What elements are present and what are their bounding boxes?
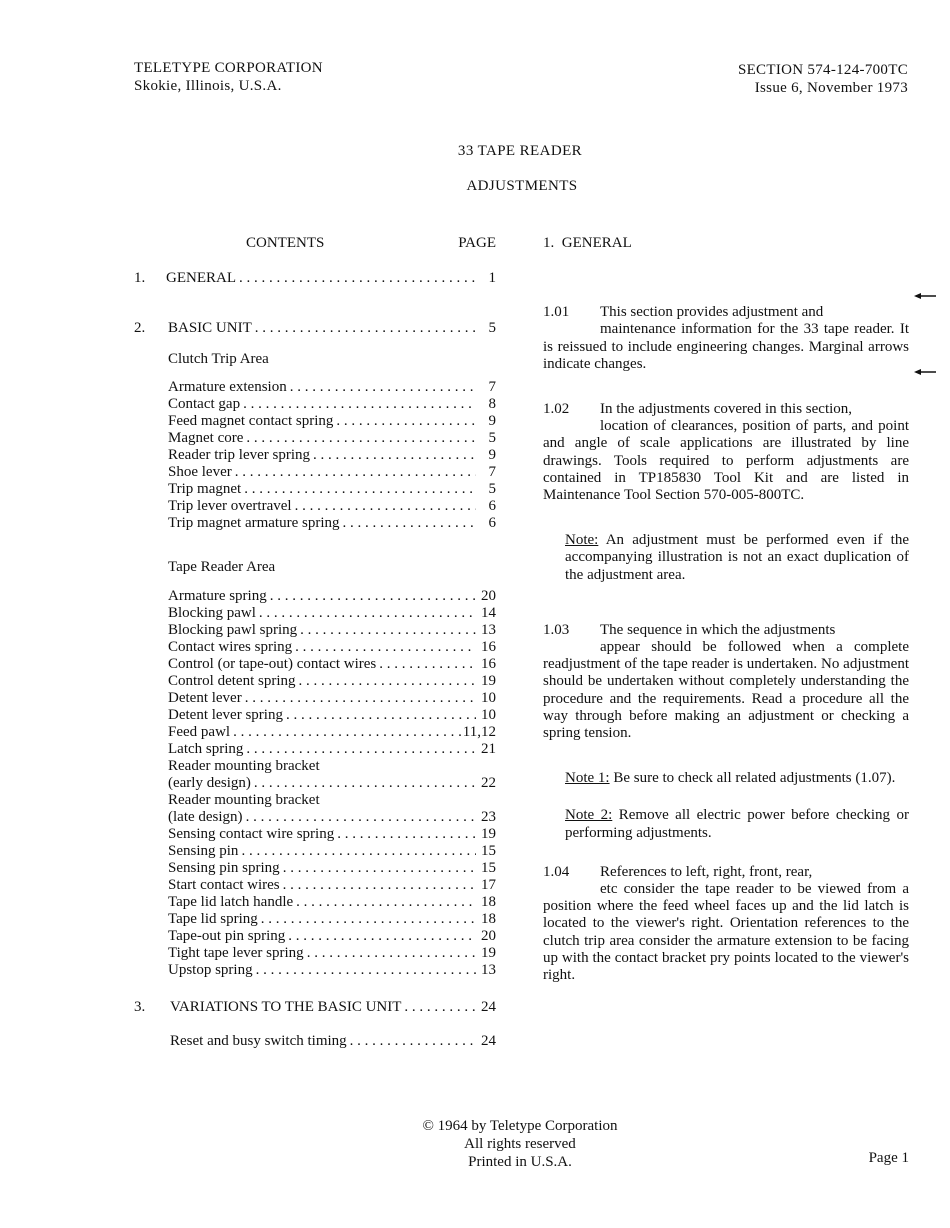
tape-reader-area-list-continued — [168, 826, 496, 979]
toc-item: Tape lid latch handle . . . 18 — [168, 894, 496, 911]
page-number: Page 1 — [868, 1150, 909, 1166]
clutch-trip-area-list — [168, 379, 496, 532]
toc-item: Blocking pawl . . . 14 — [168, 605, 496, 622]
change-arrow-icon — [914, 367, 936, 377]
tape-reader-area-list — [168, 588, 496, 758]
toc-item: Sensing contact wire spring . . . 19 — [168, 826, 496, 843]
toc-item: Detent lever . . . 10 — [168, 690, 496, 707]
toc-reset: Reset and busy switch timing . . . 24 — [134, 1033, 496, 1050]
toc-item: Armature spring . . . 20 — [168, 588, 496, 605]
toc-variations: 3. VARIATIONS TO THE BASIC UNIT . . . 24 — [134, 999, 496, 1016]
general-section — [543, 235, 909, 984]
toc-item: Tight tape lever spring . . . 19 — [168, 945, 496, 962]
footer — [0, 1117, 950, 1171]
toc-item: Control detent spring . . . 19 — [168, 673, 496, 690]
paragraph-1-02: 1.02 In the adjustments covered in this section, location of clearances, position of parts, and point and angle of scale applications are illustrated by line drawings. Tools required to perform adjustments are contained in TP185830 Tool Kit and are listed in Maintenance Tool Section 570-005-800TC. — [543, 401, 909, 504]
toc-item: Feed pawl . . . 11,12 — [168, 724, 496, 741]
toc-basic-unit: 2. BASIC UNIT . . . 5 — [134, 320, 496, 337]
bracket-late-heading: Reader mounting bracket — [168, 792, 320, 808]
toc-item: Upstop spring . . . 13 — [168, 962, 496, 979]
note-1-block: Note 1: Be sure to check all related adjustments (1.07). — [565, 770, 896, 787]
toc-item: (early design) . . . 22 — [168, 775, 496, 792]
contents-heading: CONTENTS — [246, 235, 325, 251]
company-name: TELETYPE CORPORATION — [134, 60, 323, 76]
toc-item: Armature extension . . . 7 — [168, 379, 496, 396]
toc-item: Trip magnet . . . 5 — [168, 481, 496, 498]
paragraph-1-04: 1.04 References to left, right, front, rear, etc consider the tape reader to be viewed from a position where the feed wheel faces up and the lid latch is located to the viewer's right. Orientation references to the clutch trip area consider the armature extension to be facing up with the contact bracket pry points located to the viewer's right. — [543, 863, 909, 984]
toc-item: Start contact wires . . . 17 — [168, 877, 496, 894]
bracket-early-heading: Reader mounting bracket — [168, 758, 320, 774]
paragraph-1-01: 1.01 This section provides adjustment and maintenance information for the 33 tape reader. It is reissued to include engineering changes. Marginal arrows indicate changes. — [543, 304, 909, 372]
note-2-block: Note 2: Remove all electric power before checking or performing adjustments. — [565, 807, 909, 841]
clutch-trip-area-heading: Clutch Trip Area — [168, 351, 269, 367]
toc-item: Tape-out pin spring . . . 20 — [168, 928, 496, 945]
toc-item: Blocking pawl spring . . . 13 — [168, 622, 496, 639]
header-right — [738, 61, 908, 97]
toc-item: Magnet core . . . 5 — [168, 430, 496, 447]
company-location: Skokie, Illinois, U.S.A. — [134, 78, 282, 94]
toc-general: 1. GENERAL . . . 1 — [134, 270, 496, 287]
contents-header — [134, 235, 496, 253]
toc-item: Reader trip lever spring . . . 9 — [168, 447, 496, 464]
paragraph-1-03: 1.03 The sequence in which the adjustments appear should be followed when a complete readjustment of the tape reader is undertaken. No adjustment should be undertaken without completely understanding the procedure and the requirements. Read a procedure all the way through before making an adjustment or checking a spring tension. — [543, 621, 909, 742]
toc-item: Trip magnet armature spring . . . 6 — [168, 515, 496, 532]
toc-item: Feed magnet contact spring . . . 9 — [168, 413, 496, 430]
toc-item: Control (or tape-out) contact wires . . . 16 — [168, 656, 496, 673]
toc-item: Contact gap . . . 8 — [168, 396, 496, 413]
change-arrow-icon — [914, 291, 936, 301]
tape-reader-area-heading: Tape Reader Area — [168, 559, 276, 575]
header-left — [134, 59, 323, 95]
toc-item: Trip lever overtravel . . . 6 — [168, 498, 496, 515]
toc-item: Tape lid spring . . . 18 — [168, 911, 496, 928]
page-heading: PAGE — [458, 235, 496, 251]
table-of-contents — [134, 235, 496, 1050]
issue-date: Issue 6, November 1973 — [754, 80, 908, 96]
toc-item: (late design) . . . 23 — [168, 809, 496, 826]
toc-item: Sensing pin spring . . . 15 — [168, 860, 496, 877]
toc-item: Sensing pin . . . 15 — [168, 843, 496, 860]
general-heading: 1. GENERAL — [543, 235, 632, 251]
printed-in: Printed in U.S.A. — [468, 1154, 572, 1170]
copyright: © 1964 by Teletype Corporation — [422, 1118, 618, 1134]
toc-item: Detent lever spring . . . 10 — [168, 707, 496, 724]
note-block: Note: An adjustment must be performed even if the accompanying illustration is not an exact duplication of the adjustment area. — [565, 532, 909, 583]
rights-reserved: All rights reserved — [464, 1136, 576, 1152]
toc-item: Shoe lever . . . 7 — [168, 464, 496, 481]
document-title: 33 TAPE READER — [457, 143, 583, 159]
toc-item: Latch spring . . . 21 — [168, 741, 496, 758]
section-number: SECTION 574-124-700TC — [737, 62, 908, 78]
toc-item: Contact wires spring . . . 16 — [168, 639, 496, 656]
document-subtitle: ADJUSTMENTS — [466, 178, 578, 194]
